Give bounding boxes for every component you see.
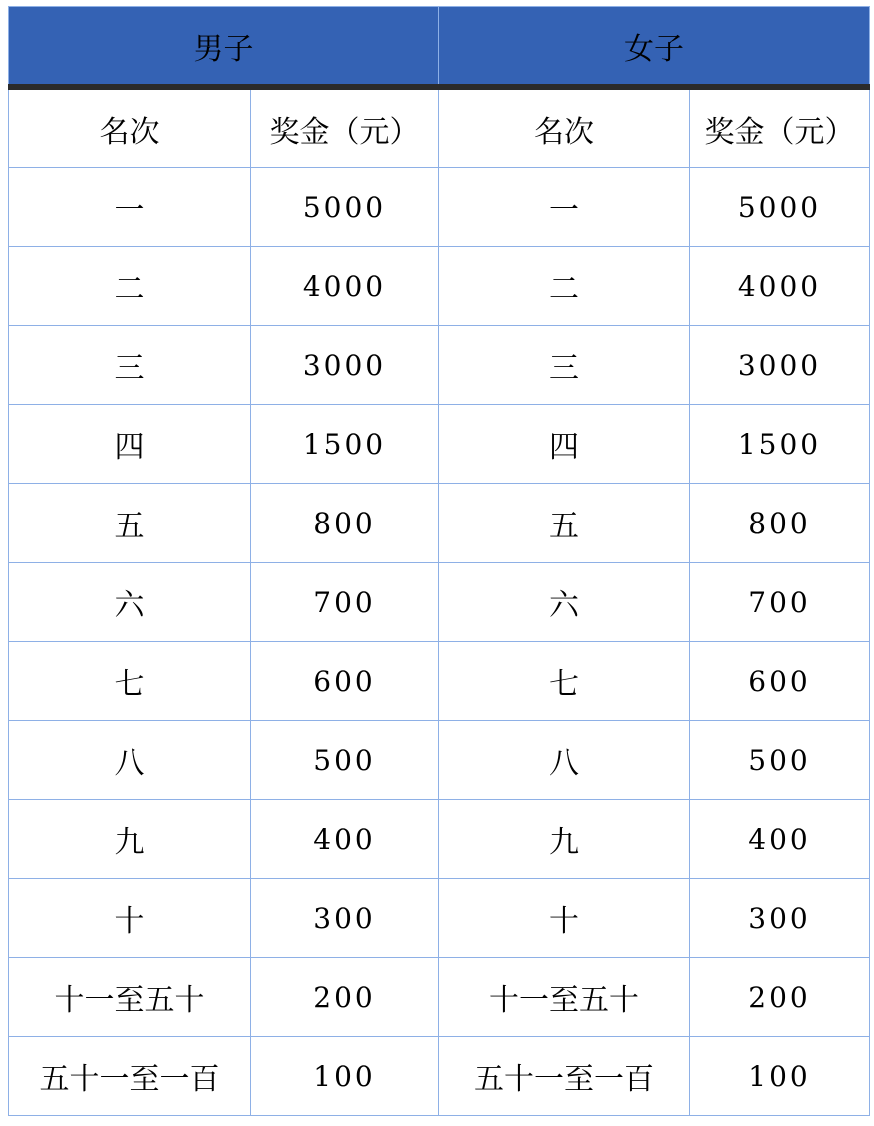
table-row	[9, 405, 870, 484]
women-rank-cell: 三	[439, 326, 690, 405]
men-rank-cell: 四	[9, 405, 251, 484]
men-prize-cell: 400	[251, 800, 439, 879]
women-prize-cell: 600	[690, 642, 870, 721]
women-rank-cell: 一	[439, 168, 690, 247]
men-rank-column-header: 名次	[9, 87, 251, 168]
table-row	[9, 1037, 870, 1116]
men-rank-cell: 十	[9, 879, 251, 958]
prize-table	[8, 6, 870, 1116]
men-prize-cell: 500	[251, 721, 439, 800]
table-row	[9, 326, 870, 405]
men-prize-cell: 3000	[251, 326, 439, 405]
women-rank-column-header: 名次	[439, 87, 690, 168]
table-row	[9, 563, 870, 642]
men-prize-cell: 800	[251, 484, 439, 563]
table-row	[9, 800, 870, 879]
men-prize-cell: 300	[251, 879, 439, 958]
women-prize-cell: 700	[690, 563, 870, 642]
women-rank-cell: 七	[439, 642, 690, 721]
men-group-header: 男子	[9, 7, 439, 88]
women-prize-column-header: 奖金（元）	[690, 87, 870, 168]
men-prize-cell: 700	[251, 563, 439, 642]
men-rank-cell: 二	[9, 247, 251, 326]
men-rank-cell: 八	[9, 721, 251, 800]
women-rank-cell: 二	[439, 247, 690, 326]
group-header-row	[9, 7, 870, 88]
men-prize-cell: 5000	[251, 168, 439, 247]
men-prize-cell: 600	[251, 642, 439, 721]
women-rank-cell: 五	[439, 484, 690, 563]
table-row	[9, 168, 870, 247]
men-rank-cell: 六	[9, 563, 251, 642]
table-row	[9, 879, 870, 958]
men-prize-cell: 200	[251, 958, 439, 1037]
women-group-header: 女子	[439, 7, 870, 88]
men-prize-cell: 100	[251, 1037, 439, 1116]
women-prize-cell: 500	[690, 721, 870, 800]
women-rank-cell: 八	[439, 721, 690, 800]
men-rank-cell: 三	[9, 326, 251, 405]
table-body	[9, 87, 870, 1116]
women-prize-cell: 3000	[690, 326, 870, 405]
men-rank-cell: 九	[9, 800, 251, 879]
table-row	[9, 484, 870, 563]
women-prize-cell: 5000	[690, 168, 870, 247]
prize-table-container	[8, 6, 869, 1116]
men-prize-column-header: 奖金（元）	[251, 87, 439, 168]
women-rank-cell: 九	[439, 800, 690, 879]
women-rank-cell: 十一至五十	[439, 958, 690, 1037]
table-header	[9, 7, 870, 88]
men-rank-cell: 七	[9, 642, 251, 721]
women-prize-cell: 200	[690, 958, 870, 1037]
men-rank-cell: 五十一至一百	[9, 1037, 251, 1116]
women-rank-cell: 十	[439, 879, 690, 958]
men-prize-cell: 1500	[251, 405, 439, 484]
women-rank-cell: 五十一至一百	[439, 1037, 690, 1116]
women-prize-cell: 1500	[690, 405, 870, 484]
women-prize-cell: 4000	[690, 247, 870, 326]
men-rank-cell: 五	[9, 484, 251, 563]
men-rank-cell: 一	[9, 168, 251, 247]
table-row	[9, 247, 870, 326]
men-rank-cell: 十一至五十	[9, 958, 251, 1037]
women-prize-cell: 400	[690, 800, 870, 879]
table-row	[9, 642, 870, 721]
women-rank-cell: 四	[439, 405, 690, 484]
women-prize-cell: 300	[690, 879, 870, 958]
men-prize-cell: 4000	[251, 247, 439, 326]
women-prize-cell: 100	[690, 1037, 870, 1116]
table-row	[9, 721, 870, 800]
women-rank-cell: 六	[439, 563, 690, 642]
women-prize-cell: 800	[690, 484, 870, 563]
column-header-row	[9, 87, 870, 168]
table-row	[9, 958, 870, 1037]
